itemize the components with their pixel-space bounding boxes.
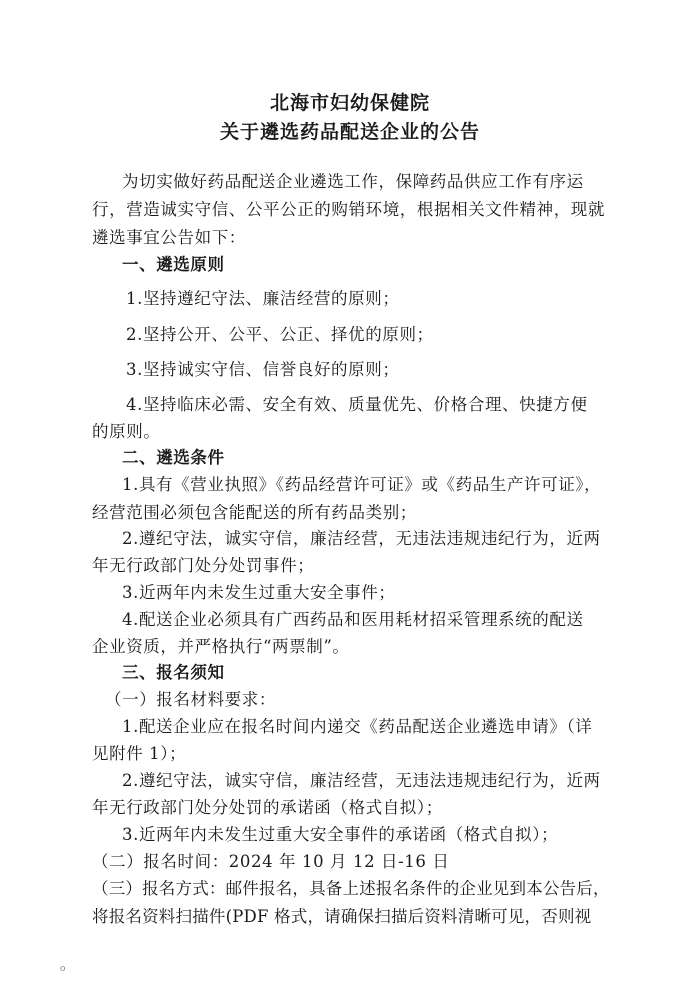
subsection-heading: （二）报名时间：2024 年 10 月 12 日-16 日 [92,852,450,871]
list-item: 1.坚持遵纪守法、廉洁经营的原则； [126,289,400,308]
scan-mark: o [60,964,66,974]
list-item: 2.坚持公开、公平、公正、择优的原则； [126,325,434,344]
list-item: 的原则。 [92,422,161,441]
list-item: 4.配送企业必须具有广西药品和医用耗材招采管理系统的配送 [122,610,584,629]
list-item: 4.坚持临床必需、安全有效、质量优先、价格合理、快捷方便 [126,395,588,414]
intro-line: 行，营造诚实守信、公平公正的购销环境，根据相关文件精神，现就 [92,200,605,219]
section-heading: 一、遴选原则 [122,255,225,274]
list-item: 年无行政部门处分处罚事件； [92,556,315,575]
list-item: 2.遵纪守法，诚实守信，廉洁经营，无违法违规违纪行为，近两 [122,529,601,548]
section-heading: 三、报名须知 [122,663,225,682]
intro-line: 遴选事宜公告如下： [92,228,246,247]
intro-line: 为切实做好药品配送企业遴选工作，保障药品供应工作有序运 [122,172,584,191]
list-item: 年无行政部门处分处罚的承诺函（格式自拟）； [92,798,443,817]
list-item: 见附件 1）； [92,744,187,763]
list-item: 1.配送企业应在报名时间内递交《药品配送企业遴选申请》（详 [122,717,593,736]
list-item: 3.坚持诚实守信、信誉良好的原则； [126,360,400,379]
list-item: 1.具有《营业执照》《药品经营许可证》或《药品生产许可证》， [122,475,602,494]
list-item: 3.近两年内未发生过重大安全事件的承诺函（格式自拟）； [122,825,559,844]
list-item: 经营范围必须包含能配送的所有药品类别； [92,503,417,522]
document-title-org: 北海市妇幼保健院 [269,92,430,114]
document-title: 关于遴选药品配送企业的公告 [219,121,480,143]
list-item: 企业资质，并严格执行“两票制”。 [92,637,350,656]
section-heading: 二、遴选条件 [122,448,225,467]
subsection-heading: （一）报名材料要求： [105,690,276,709]
list-item: 2.遵纪守法，诚实守信，廉洁经营，无违法违规违纪行为，近两 [122,771,601,790]
subsection-heading: （三）报名方式：邮件报名，具备上述报名条件的企业见到本公告后， [92,879,610,898]
paragraph-line: 将报名资料扫描件(PDF 格式，请确保扫描后资料清晰可见，否则视 [92,907,592,926]
list-item: 3.近两年内未发生过重大安全事件； [122,583,396,602]
